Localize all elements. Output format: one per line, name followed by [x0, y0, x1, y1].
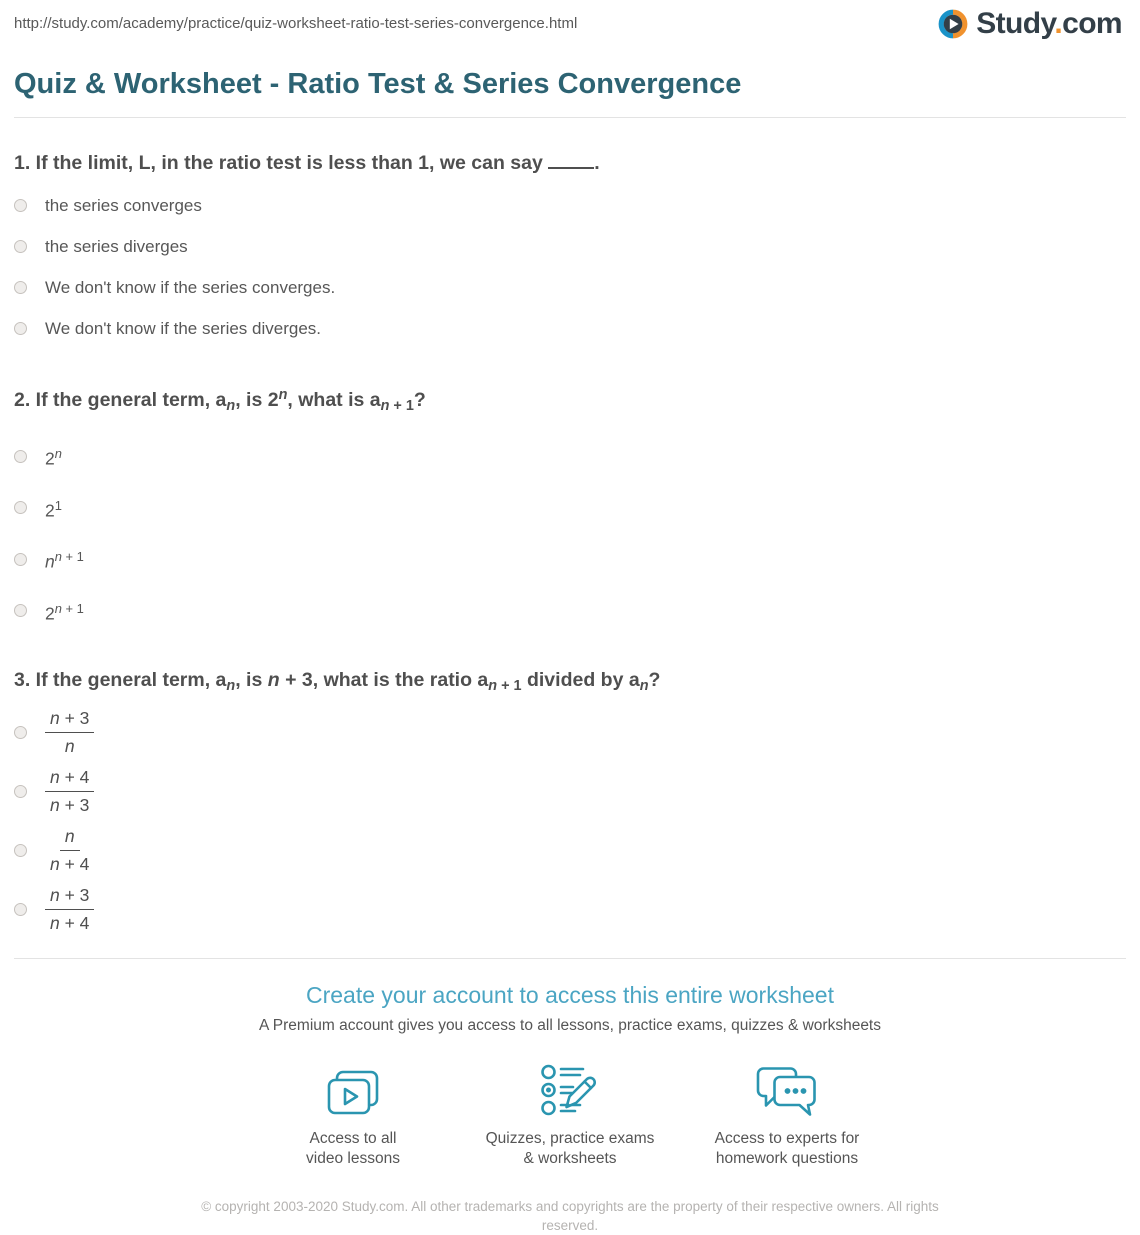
question-2-option-1[interactable] — [14, 443, 1126, 469]
fraction-denominator: n + 4 — [50, 854, 90, 875]
question-3-option-1[interactable] — [14, 708, 1126, 757]
page-title: Quiz & Worksheet - Ratio Test & Series Convergence — [14, 68, 742, 100]
question-1-prompt: 1. If the limit, L, in the ratio test is less than 1, we can say . — [14, 152, 600, 174]
question-2-option-3[interactable] — [14, 546, 1126, 572]
radio-button[interactable] — [14, 281, 27, 294]
fraction — [45, 767, 94, 816]
feature-label: Access to all video lessons — [306, 1130, 400, 1168]
question-3-option-2[interactable] — [14, 767, 1126, 816]
question-1-option-1[interactable] — [14, 195, 1126, 216]
option-label: the series diverges — [45, 237, 188, 256]
fraction-numerator: n + 3 — [45, 708, 94, 733]
question-1-option-4[interactable] — [14, 318, 1126, 339]
radio-button[interactable] — [14, 450, 27, 463]
question-1-option-2[interactable] — [14, 236, 1126, 257]
question-2 — [14, 383, 1126, 624]
radio-button[interactable] — [14, 553, 27, 566]
option-label: $n^n$ $^{+ 1}$ — [45, 549, 84, 572]
radio-button[interactable] — [14, 785, 27, 798]
page-header — [0, 0, 1140, 40]
fraction — [45, 885, 94, 934]
feature-experts — [679, 1063, 896, 1169]
quiz-checklist-icon — [462, 1063, 679, 1119]
feature-video-lessons — [245, 1063, 462, 1169]
question-1 — [14, 151, 1126, 339]
option-label: 2$^n$ — [45, 446, 62, 469]
fraction-numerator: n — [60, 826, 80, 851]
studycom-logo[interactable] — [936, 7, 1122, 41]
question-2-option-4[interactable] — [14, 598, 1126, 624]
fraction-numerator: n + 4 — [45, 767, 94, 792]
logo-wordmark: Study.com — [976, 7, 1122, 40]
title-divider — [14, 117, 1126, 118]
radio-button[interactable] — [14, 240, 27, 253]
feature-label: Access to experts for homework questions — [714, 1130, 860, 1168]
fraction — [45, 826, 94, 875]
option-label: We don't know if the series diverges. — [45, 319, 322, 338]
copyright-notice: © copyright 2003-2020 Study.com. All other trademarks and copyrights are the property of their respective owners. All rights reserved. — [201, 1199, 939, 1234]
option-label: $2^1$ — [45, 497, 62, 521]
cta-section — [14, 958, 1126, 1169]
fraction-numerator: n + 3 — [45, 885, 94, 910]
radio-button[interactable] — [14, 726, 27, 739]
fraction-denominator: n + 3 — [50, 795, 90, 816]
video-lessons-icon — [245, 1063, 462, 1119]
radio-button[interactable] — [14, 604, 27, 617]
play-circle-icon — [936, 7, 970, 41]
question-2-prompt: 2. If the general term, $a_n$, is 2$^n$, what is $a_n$ $_{+ 1}$? — [14, 387, 426, 415]
radio-button[interactable] — [14, 501, 27, 514]
fraction-denominator: n — [64, 736, 75, 757]
question-3-option-3[interactable] — [14, 826, 1126, 875]
chat-experts-icon — [679, 1063, 896, 1119]
question-2-option-2[interactable] — [14, 495, 1126, 521]
feature-list — [14, 1063, 1126, 1169]
page-url: http://study.com/academy/practice/quiz-worksheet-ratio-test-series-convergence.html — [14, 15, 578, 32]
radio-button[interactable] — [14, 903, 27, 916]
option-label: We don't know if the series converges. — [45, 278, 336, 297]
option-label: 2$^n$ $^{+ 1}$ — [45, 600, 84, 624]
question-3 — [14, 668, 1126, 934]
radio-button[interactable] — [14, 199, 27, 212]
quiz-body — [0, 151, 1140, 934]
fraction-denominator: n + 4 — [50, 913, 90, 934]
feature-label: Quizzes, practice exams & worksheets — [485, 1130, 655, 1168]
radio-button[interactable] — [14, 322, 27, 335]
radio-button[interactable] — [14, 844, 27, 857]
question-3-prompt: 3. If the general term, $a_n$, is n + 3, what is the ratio $a_n$ $_{+ 1}$ divided by $a_n$? — [14, 669, 661, 695]
option-label: the series converges — [45, 196, 202, 215]
feature-quizzes — [462, 1063, 679, 1169]
cta-subheading: A Premium account gives you access to all lessons, practice exams, quizzes & worksheets — [259, 1017, 881, 1035]
fraction — [45, 708, 94, 757]
question-1-option-3[interactable] — [14, 277, 1126, 298]
question-3-option-4[interactable] — [14, 885, 1126, 934]
cta-heading: Create your account to access this entire worksheet — [306, 982, 834, 1009]
